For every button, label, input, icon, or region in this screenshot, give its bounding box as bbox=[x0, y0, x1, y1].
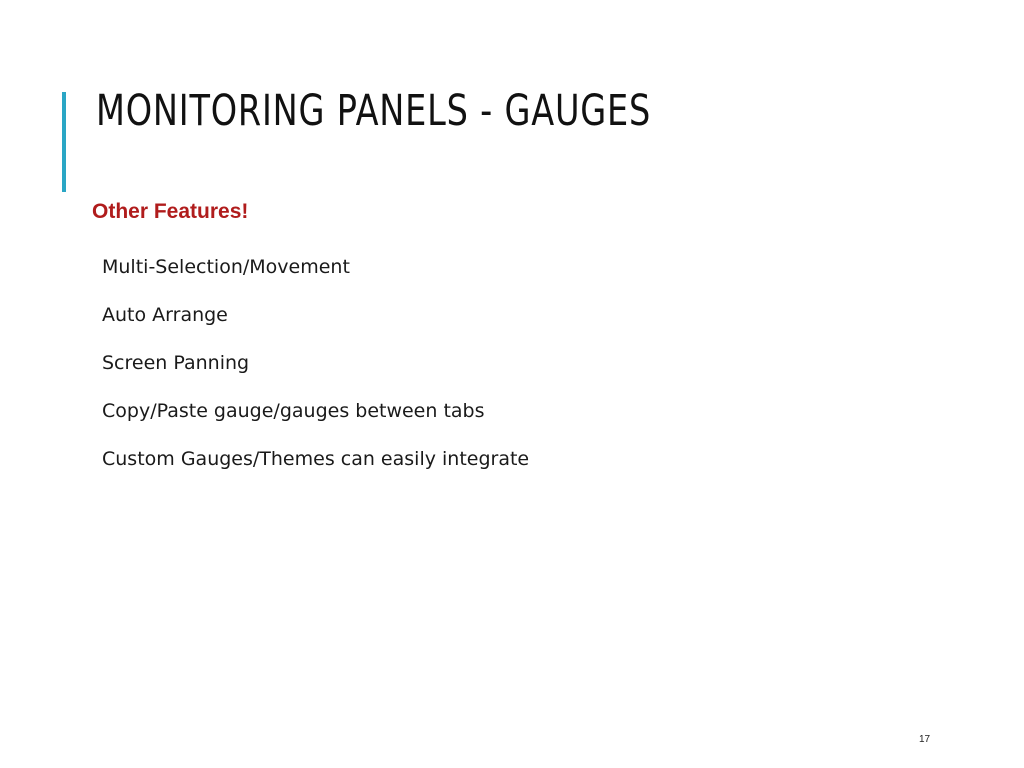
page-number: 17 bbox=[919, 734, 931, 745]
feature-item: Auto Arrange bbox=[102, 304, 228, 326]
feature-item: Custom Gauges/Themes can easily integrate bbox=[102, 448, 530, 470]
feature-item: Copy/Paste gauge/gauges between tabs bbox=[102, 400, 485, 422]
feature-item: Screen Panning bbox=[102, 352, 250, 374]
feature-list bbox=[102, 253, 529, 493]
title-accent-bar bbox=[62, 92, 66, 192]
section-subheading: Other Features! bbox=[92, 200, 249, 223]
slide-title: MONITORING PANELS - GAUGES bbox=[96, 86, 652, 136]
feature-item: Multi-Selection/Movement bbox=[102, 256, 350, 278]
